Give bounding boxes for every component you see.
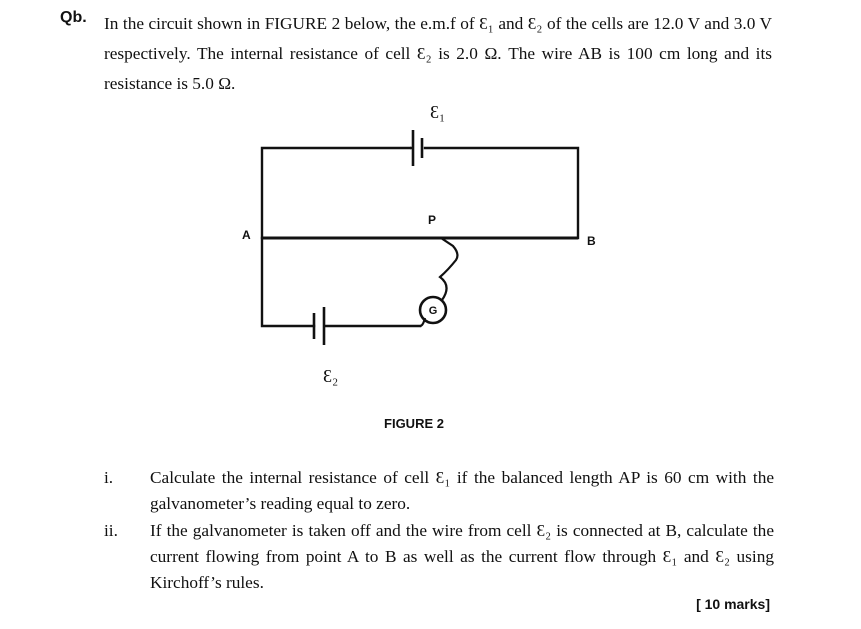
galvanometer-label: G: [428, 305, 438, 317]
cell-e2-symbol: [314, 307, 324, 345]
point-p-label: P: [428, 213, 437, 227]
point-a-label: A: [242, 228, 251, 242]
question-part-i: [104, 465, 774, 519]
circuit-figure: [220, 100, 620, 400]
point-b-label: B: [587, 234, 596, 248]
circuit-diagram: [220, 100, 620, 400]
emf1-label: Ɛ₁: [430, 102, 446, 122]
marks-label: [ 10 marks]: [696, 596, 770, 612]
part-number: ii.: [104, 521, 118, 540]
question-label: Qb.: [60, 9, 87, 26]
upper-loop-wire: [262, 148, 410, 238]
figure-caption: FIGURE 2: [384, 416, 444, 431]
part-text: If the galvanometer is taken off and the wire from cell Ɛ₂ is connected at B, calculate the current flowing from point A to B as well as the current flow through Ɛ₁ and Ɛ₂ using Kirchoff’s rules.: [150, 521, 774, 592]
question-text: In the circuit shown in FIGURE 2 below, the e.m.f of Ɛ₁ and Ɛ₂ of the cells are 12.0 V and 3.0 V respectively. The internal resistance of cell Ɛ₂ is 2.0 Ω. The wire AB is 100 cm long and its resistance is 5.0 Ω.: [104, 14, 772, 93]
lower-loop-wire-left: [262, 238, 314, 326]
question-part-ii: [104, 518, 774, 598]
upper-loop-wire-right: [425, 148, 578, 238]
part-number: i.: [104, 468, 114, 487]
part-text: Calculate the internal resistance of cell Ɛ₁ if the balanced length AP is 60 cm with the galvanometer’s reading equal to zero.: [150, 468, 774, 513]
emf2-label: Ɛ₂: [323, 366, 339, 386]
cell-e1-symbol: [410, 130, 422, 166]
